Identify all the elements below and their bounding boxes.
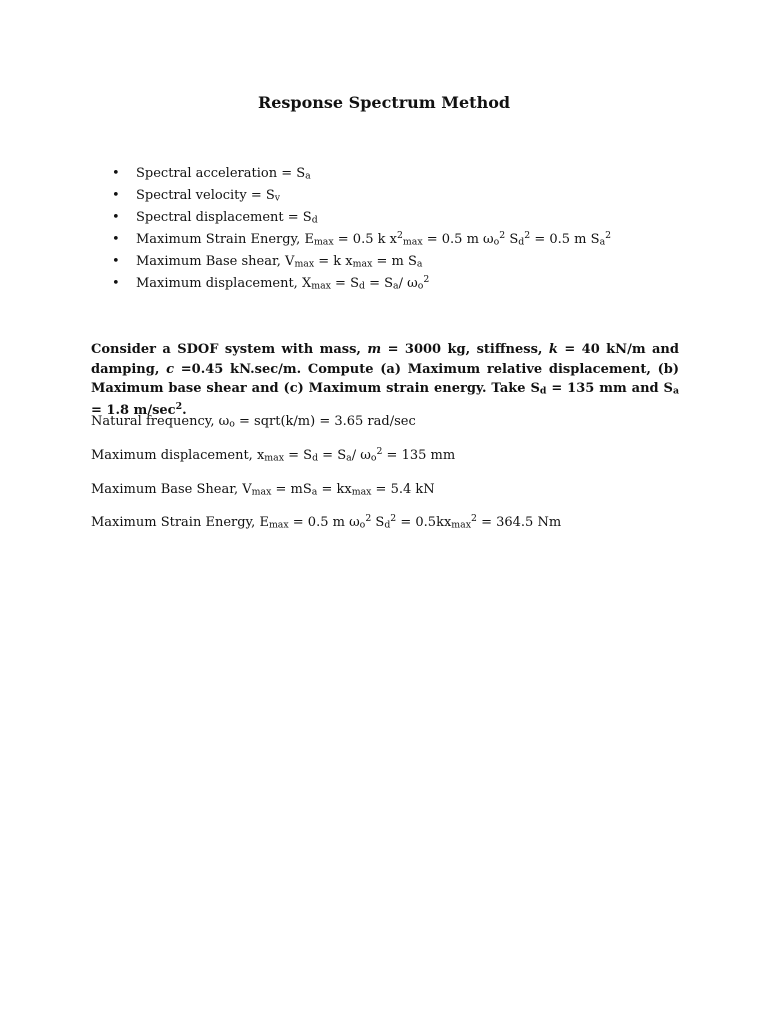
list-item-spectral-displacement: • Spectral displacement = $S_d$	[112, 208, 611, 230]
list-item-spectral-velocity: • Spectral velocity = $S_v$	[112, 186, 611, 208]
answer-max-strain-energy: Maximum Strain Energy, $E_{max} = 0.5$ m $\omega_o^2$ $S_d^2 = 0.5kx_{max}^2 = 364.5$ Nm	[91, 512, 562, 531]
bullet-icon: •	[112, 232, 120, 247]
answer-max-base-shear: Maximum Base Shear, $V_{max} = mS_a = kx_{max} = 5.4$ kN	[91, 482, 435, 498]
list-item-max-strain-energy: • Maximum Strain Energy, $E_{max} = 0.5$ k $x^2_{max} = 0.5$ m $\omega_o^2$ $S_d^2 = 0.5$ m $S_a^2$	[112, 230, 611, 252]
bullet-icon: •	[112, 276, 120, 291]
definitions-list	[112, 164, 611, 296]
answer-natural-frequency: Natural frequency, $\omega_o$ = sqrt(k/m) = 3.65 rad/sec	[91, 414, 416, 430]
bullet-icon: •	[112, 210, 120, 225]
bullet-icon: •	[112, 188, 120, 203]
answer-max-displacement: Maximum displacement, $x_{max} = S_d = S_a/$ $\omega_o^2 = 135$ mm	[91, 445, 456, 464]
list-item-max-displacement: • Maximum displacement, $X_{max} = S_d = S_a/$ $\omega_o^2$	[112, 274, 611, 296]
problem-statement: Consider a SDOF system with mass, m = 3000 kg, stiffness, k = 40 kN/m and damping, c =0.45 kN.sec/m. Compute (a) Maximum relative displacement, (b) Maximum base shear and (c) Maximum strain energy. Take $S_d = 135$ mm and $S_a = 1.8$ $m/\sec^2$.	[91, 342, 680, 418]
page-title: Response Spectrum Method	[257, 93, 511, 112]
bullet-icon: •	[112, 166, 120, 181]
list-item-spectral-acceleration: • Spectral acceleration = $S_a$	[112, 164, 611, 186]
list-item-max-base-shear: • Maximum Base shear, $V_{max} = k$ $x_{max} = m$ $S_a$	[112, 252, 611, 274]
bullet-icon: •	[112, 254, 120, 269]
